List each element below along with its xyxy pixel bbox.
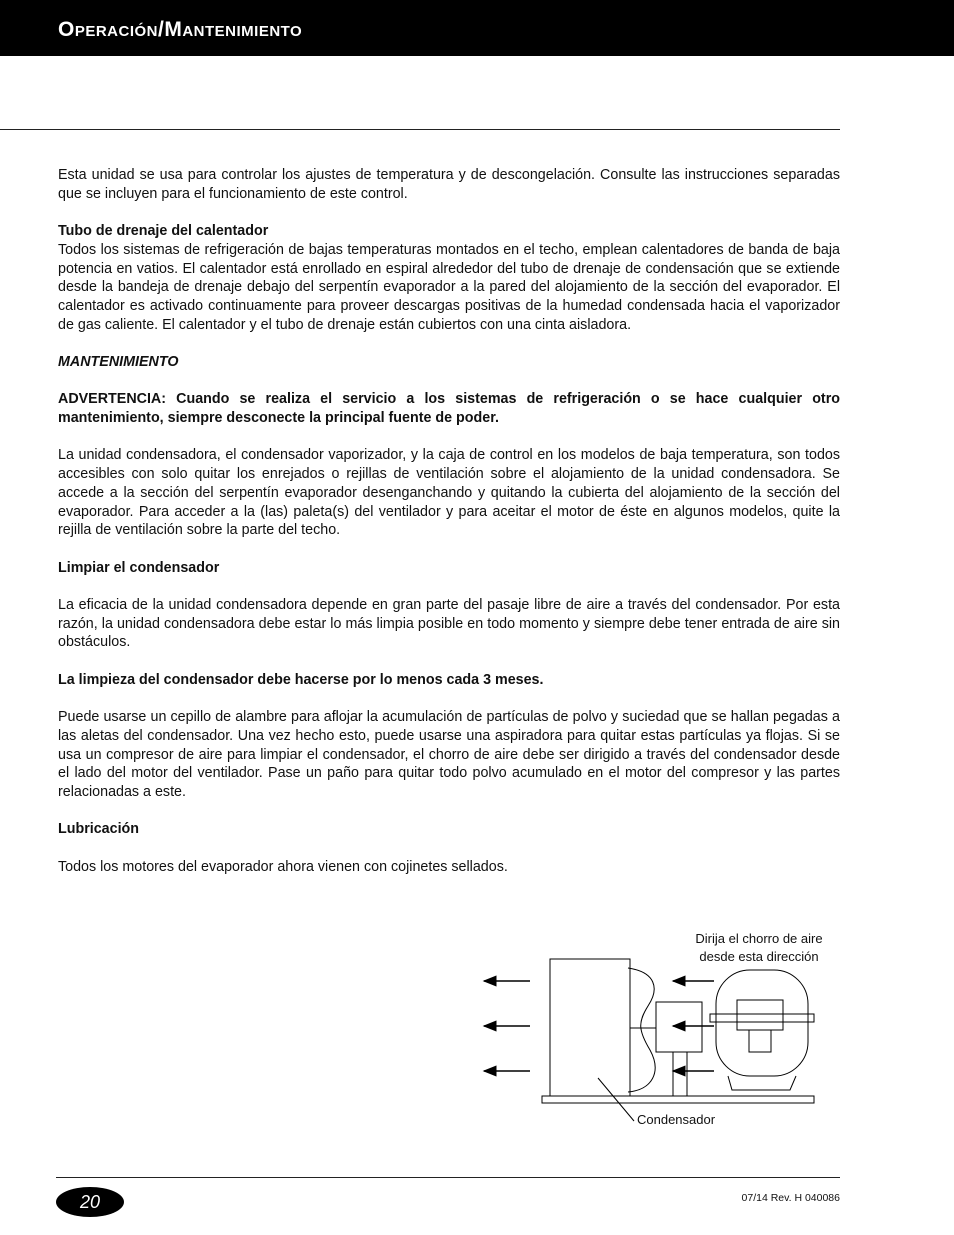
revision-note: 07/14 Rev. H 040086 [741,1192,840,1204]
intro-paragraph: Esta unidad se usa para controlar los ajustes de temperatura y de descongelación. Consulte las instrucciones separadas que se incluyen para el funcionamiento de este control. [58,167,840,202]
condenser-airflow-diagram [470,930,840,1135]
maintenance-heading: MANTENIMIENTO [58,354,179,370]
direction-label: Dirija el chorro de aire desde esta dirección [695,931,823,964]
compressor [716,970,808,1076]
fan-motor [656,1002,702,1052]
condenser-leader [598,1078,634,1121]
bottom-divider [56,1177,840,1178]
base-plate [542,1096,814,1103]
clean-condenser-paragraph: La eficacia de la unidad condensadora depende en gran parte del pasaje libre de aire a través del condensador. Por esta razón, la unidad condensadora debe estar lo más limpia posible en todo momento y siempre debe tener entrada de aire sin obstáculos. [58,597,840,651]
condenser-label: Condensador [637,1112,716,1127]
top-divider [0,129,840,130]
clean-condenser-heading: Limpiar el condensador [58,559,220,576]
lubrication-paragraph: Todos los motores del evaporador ahora vienen con cojinetes sellados. [58,858,508,875]
heater-heading: Tubo de drenaje del calentador [58,223,269,240]
access-paragraph: La unidad condensadora, el condensador vaporizador, y la caja de control en los modelos de baja temperatura, son todos accesibles con solo quitar los enrejados o rejillas de ventilación sobre el alojamiento de la unidad condensadora. Se accede a la sección del serpentín evaporador desenganchando y quitando la cubierta del alojamiento de la sección del evaporador. Para acceder a la (las) paleta(s) del ventilador y para aceitar el motor de éste en algunos modelos, quite la rejilla de ventilación sobre la parte del techo. [58,447,840,539]
condenser-coil [550,959,630,1096]
lubrication-heading: Lubricación [58,821,140,838]
warning-paragraph: ADVERTENCIA: Cuando se realiza el servicio a los sistemas de refrigeración o se hace cualquier otro mantenimiento, siempre desconecte la principal fuente de poder. [58,391,840,427]
page-title: Operación/Mantenimiento [58,18,303,41]
heater-paragraph: Todos los sistemas de refrigeración de bajas temperaturas montados en el techo, emplean calentadores de banda de baja potencia en vatios. El calentador está enrollado en espiral alrededor del tubo de drenaje de condensación que se extiende desde la bandeja de drenaje debajo del serpentín evaporador a la pared del alojamiento de la sección del evaporador. El calentador es activado continuamente para proveer descargas positivas de la humedad condensada hacia el vaporizador de gas caliente. El calentador y el tubo de drenaje están cubiertos con una cinta aisladora. [58,241,840,333]
brush-paragraph: Puede usarse un cepillo de alambre para aflojar la acumulación de partículas de polvo y suciedad que se hallan pegadas a las aletas del condensador. Una vez hecho esto, puede usarse una aspiradora para quitar estas partículas ya flojas. Si se usa un compresor de aire para limpiar el condensador, el chorro de aire debe ser dirigido a través del condensador desde el lado del motor del ventilador. Pase un paño para quitar todo polvo acumulado en el motor del compresor y las partes relacionadas a este. [58,709,840,801]
clean-frequency-note: La limpieza del condensador debe hacerse por lo menos cada 3 meses. [58,671,544,688]
header-bar [0,0,954,56]
page-number: 20 [56,1187,124,1217]
body-content [58,166,840,895]
fan-blade [628,968,655,1092]
